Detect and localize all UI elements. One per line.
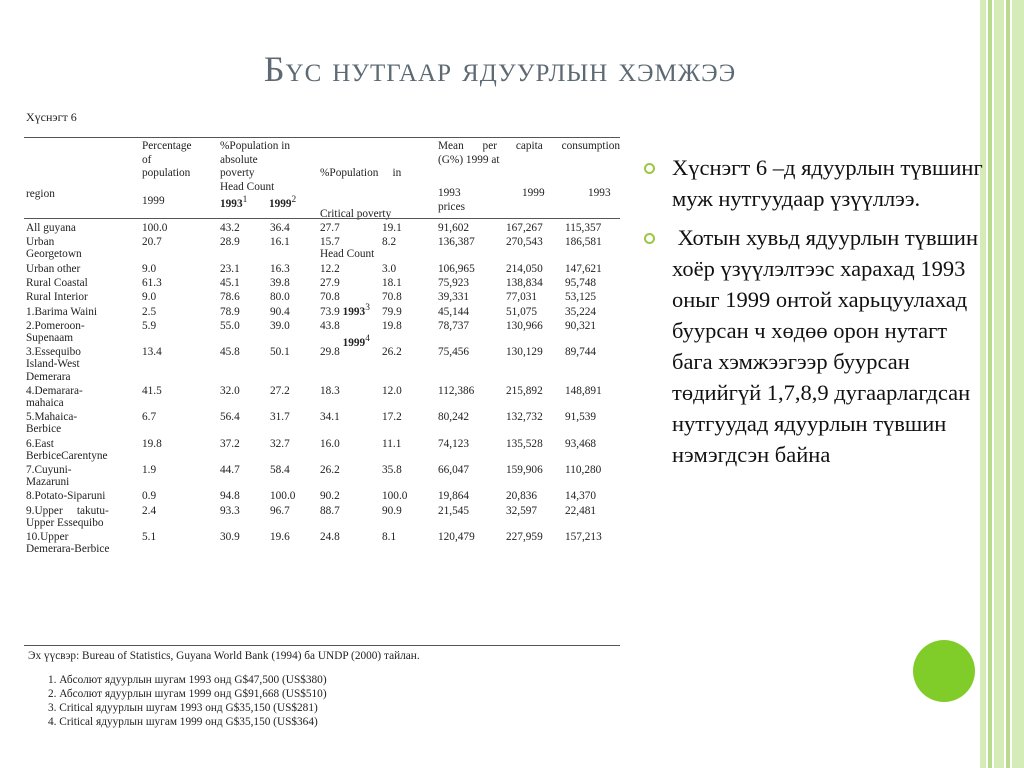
value-cell-pct: 5.1	[142, 531, 157, 544]
value-cell-a99: 80.0	[270, 291, 290, 304]
value-cell-a93: 37.2	[220, 437, 240, 450]
region-cell: 3.Essequibo	[26, 346, 81, 359]
value-cell-c93: 70.8	[320, 291, 340, 304]
value-cell-m1: 19,864	[438, 490, 470, 503]
value-cell-m3: 35,224	[565, 305, 597, 318]
value-cell-m2: 51,075	[506, 305, 538, 318]
header-mean-1993: 1993	[588, 187, 611, 199]
value-cell-a99: 39.8	[270, 277, 290, 289]
value-cell-m3: 93,468	[565, 437, 597, 450]
bullet-item	[644, 222, 984, 470]
value-cell-m1: 75,923	[438, 277, 470, 289]
region-cell: 1.Barima Waini	[26, 305, 98, 318]
header-mean-1993-prices	[438, 187, 465, 214]
value-cell-c93: 90.2	[320, 490, 340, 503]
header-absolute-line2: absolute	[220, 153, 258, 166]
value-cell-m3: 14,370	[565, 490, 597, 503]
header-abs-1993: 1993	[220, 197, 243, 210]
region-cell: Rural Coastal	[26, 277, 88, 289]
value-cell-a99: 58.4	[270, 464, 290, 476]
value-cell-pct: 6.7	[142, 411, 157, 424]
value-cell-m3: 147,621	[565, 262, 602, 275]
table-header-rule	[24, 218, 620, 219]
value-cell-c93: 29.8	[320, 346, 340, 359]
header-percentage-line1: Percentage	[142, 140, 192, 152]
header-crit-1999-note: 4	[365, 333, 370, 344]
region-cell: 6.East	[26, 437, 54, 450]
header-mean-sub1-line1: 1993	[438, 187, 461, 199]
value-cell-m2: 130,129	[506, 346, 543, 359]
table-note-4: 4. Critical ядуурлын шугам 1999 онд G$35,150 (US$364)	[48, 716, 318, 728]
header-abs-1999-note: 2	[291, 195, 297, 205]
header-critical-line2: Critical poverty	[320, 207, 392, 220]
value-cell-c93: 26.2	[320, 464, 340, 476]
value-cell-c93: 88.7	[320, 504, 340, 517]
header-critical-line3: Head Count	[320, 248, 375, 260]
region-cell: 7.Cuyuni-	[26, 464, 72, 476]
value-cell-c99: 8.2	[382, 236, 397, 249]
right-stripe-2	[988, 0, 992, 768]
region-cell: Urban other	[26, 262, 81, 275]
value-cell-pct: 2.4	[142, 504, 157, 517]
value-cell-c93: 34.1	[320, 411, 340, 424]
value-cell-m2: 77,031	[506, 291, 538, 304]
value-cell-m1: 39,331	[438, 291, 470, 304]
region-cell: Demerara	[26, 370, 71, 383]
value-cell-c99: 70.8	[382, 291, 402, 304]
value-cell-m3: 91,539	[565, 411, 597, 424]
value-cell-a93: 44.7	[220, 464, 240, 476]
region-cell: Mazaruni	[26, 476, 70, 489]
header-crit-1999: 1999	[342, 336, 366, 349]
table-caption: Хүснэгт 6	[26, 110, 77, 124]
value-cell-c99: 11.1	[382, 437, 402, 450]
header-absolute-line4: Head Count	[220, 180, 275, 193]
value-cell-a93: 94.8	[220, 490, 240, 503]
region-cell: 4.Demarara-	[26, 384, 83, 397]
value-cell-c93: 27.7	[320, 222, 340, 234]
value-cell-c93: 18.3	[320, 384, 340, 397]
value-cell-m2: 132,732	[506, 411, 543, 424]
value-cell-c93: 16.0	[320, 437, 340, 450]
right-stripe-5	[1012, 0, 1024, 768]
value-cell-m1: 45,144	[438, 305, 470, 318]
value-cell-a99: 16.1	[270, 236, 290, 249]
value-cell-pct: 1.9	[142, 464, 157, 476]
value-cell-m3: 89,744	[565, 346, 597, 359]
value-cell-c99: 3.0	[382, 262, 397, 275]
value-cell-m3: 90,321	[565, 319, 597, 332]
value-cell-m2: 32,597	[506, 504, 538, 517]
value-cell-m2: 138,834	[506, 277, 543, 289]
value-cell-a93: 30.9	[220, 531, 240, 544]
value-cell-m3: 186,581	[565, 236, 602, 249]
decorative-green-circle	[913, 640, 975, 702]
value-cell-m1: 66,047	[438, 464, 470, 476]
value-cell-a99: 27.2	[270, 384, 290, 397]
header-abs-1999: 1999	[268, 197, 292, 210]
value-cell-c99: 79.9	[382, 305, 402, 318]
header-mean-sub1-line2: prices	[438, 200, 465, 213]
header-percentage	[142, 140, 192, 208]
value-cell-pct: 9.0	[142, 291, 157, 304]
header-abs-1993-note: 1	[242, 195, 248, 205]
region-cell: Demerara-Berbice	[26, 543, 110, 556]
value-cell-m1: 75,456	[438, 346, 470, 359]
value-cell-a93: 32.0	[220, 384, 240, 397]
value-cell-c99: 90.9	[382, 504, 402, 517]
header-mean-line2: (G%) 1999 at	[438, 153, 500, 166]
value-cell-c99: 100.0	[382, 490, 408, 503]
region-cell: Rural Interior	[26, 291, 88, 304]
value-cell-a93: 45.1	[220, 277, 240, 289]
slide-title: Бүс нутгаар ядуурлын хэмжээ	[263, 49, 737, 89]
value-cell-m3: 115,357	[565, 222, 602, 234]
value-cell-c99: 35.8	[382, 464, 402, 476]
value-cell-a99: 100.0	[270, 490, 296, 503]
right-stripe-3	[994, 0, 1004, 768]
region-cell: 5.Mahaica-	[26, 411, 78, 424]
header-percentage-year: 1999	[142, 194, 165, 207]
table-source: Эх үүсвэр: Bureau of Statistics, Guyana World Bank (1994) ба UNDP (2000) тайлан.	[28, 650, 420, 662]
value-cell-m2: 135,528	[506, 437, 543, 450]
value-cell-a99: 19.6	[270, 531, 290, 544]
value-cell-c93: 73.9	[320, 305, 340, 318]
value-cell-a93: 28.9	[220, 236, 240, 249]
region-cell: Georgetown	[26, 248, 82, 261]
region-cell: Urban	[26, 236, 55, 249]
value-cell-c93: 15.7	[320, 236, 340, 249]
value-cell-m3: 53,125	[565, 291, 597, 304]
value-cell-c93: 12.2	[320, 262, 340, 275]
value-cell-c99: 19.1	[382, 222, 402, 234]
region-cell: 8.Potato-Siparuni	[26, 490, 106, 503]
value-cell-m1: 106,965	[438, 262, 475, 275]
value-cell-m3: 95,748	[565, 277, 597, 289]
value-cell-pct: 100.0	[142, 222, 168, 234]
value-cell-pct: 20.7	[142, 236, 162, 249]
value-cell-a93: 43.2	[220, 222, 240, 234]
value-cell-a93: 93.3	[220, 504, 240, 517]
value-cell-m2: 227,959	[506, 531, 543, 544]
value-cell-m2: 167,267	[506, 222, 543, 234]
region-cell: Island-West	[26, 358, 80, 371]
value-cell-a99: 32.7	[270, 437, 290, 450]
region-cell: Upper Essequibo	[26, 516, 104, 529]
poverty-table	[24, 108, 624, 748]
value-cell-c99: 8.1	[382, 531, 397, 544]
header-mean-1999: 1999	[522, 187, 545, 199]
bullet-list	[644, 152, 984, 478]
value-cell-c99: 17.2	[382, 411, 402, 424]
value-cell-m1: 80,242	[438, 411, 470, 424]
value-cell-m3: 110,280	[565, 464, 602, 476]
bullet-text: Хотын хувьд ядуурлын түвшин хоёр үзүүлэлтээс харахад 1993 оныг 1999 онтой харьцуулахад буурсан ч хөдөө орон нутагт бага хэмжээгээр буурсан төдийгүй 1,7,8,9 дугаарлагдсан нутгуудад ядуурлын түвшин нэмэгдсэн байна	[672, 225, 984, 467]
table-note-1: 1. Абсолют ядуурлын шугам 1993 онд G$47,500 (US$380)	[48, 674, 327, 686]
value-cell-a93: 45.8	[220, 346, 240, 359]
header-region: region	[26, 188, 55, 200]
bullet-marker-icon	[644, 233, 655, 244]
value-cell-m3: 148,891	[565, 384, 602, 397]
table-bottom-rule	[24, 645, 620, 646]
region-cell: Supenaam	[26, 332, 74, 344]
bullet-marker-icon	[644, 163, 655, 174]
value-cell-m2: 20,836	[506, 490, 538, 503]
value-cell-m2: 214,050	[506, 262, 543, 275]
header-mean-consumption	[438, 140, 620, 167]
region-cell: BerbiceCarentyne	[26, 449, 108, 462]
value-cell-c99: 26.2	[382, 346, 402, 359]
value-cell-a99: 96.7	[270, 504, 290, 517]
right-stripe-4	[1006, 0, 1010, 768]
value-cell-c99: 12.0	[382, 384, 402, 397]
bullet-item	[644, 152, 984, 214]
value-cell-m2: 130,966	[506, 319, 543, 332]
value-cell-a99: 36.4	[270, 222, 290, 234]
region-cell: 10.Upper	[26, 531, 69, 544]
value-cell-m1: 120,479	[438, 531, 475, 544]
table-top-rule	[24, 137, 620, 138]
value-cell-a99: 31.7	[270, 411, 290, 424]
value-cell-m1: 78,737	[438, 319, 470, 332]
value-cell-m2: 215,892	[506, 384, 543, 397]
header-absolute-poverty	[220, 140, 296, 211]
value-cell-m1: 136,387	[438, 236, 475, 249]
value-cell-m3: 22,481	[565, 504, 597, 517]
table-note-2: 2. Абсолют ядуурлын шугам 1999 онд G$91,668 (US$510)	[48, 688, 327, 700]
header-absolute-years	[220, 194, 296, 211]
value-cell-m3: 157,213	[565, 531, 602, 544]
region-cell: 9.Upper takutu-	[26, 504, 109, 517]
region-cell: 2.Pomeroon-	[26, 319, 85, 332]
value-cell-m2: 270,543	[506, 236, 543, 249]
header-crit-1993: 1993	[342, 305, 366, 318]
value-cell-pct: 2.5	[142, 305, 157, 318]
bullet-text: Хүснэгт 6 –д ядуурлын түвшинг муж нутгуудаар үзүүллээ.	[672, 155, 983, 211]
header-absolute-line1: %Population in	[220, 140, 290, 152]
value-cell-pct: 41.5	[142, 384, 162, 397]
value-cell-a99: 90.4	[270, 305, 290, 318]
value-cell-a99: 16.3	[270, 262, 290, 275]
value-cell-pct: 19.8	[142, 437, 162, 450]
value-cell-m1: 74,123	[438, 437, 470, 450]
value-cell-pct: 0.9	[142, 490, 157, 503]
value-cell-a93: 56.4	[220, 411, 240, 424]
value-cell-c99: 18.1	[382, 277, 402, 289]
value-cell-pct: 13.4	[142, 346, 162, 359]
header-percentage-line2: of	[142, 153, 152, 166]
region-cell: All guyana	[26, 222, 76, 234]
value-cell-a93: 78.6	[220, 291, 240, 304]
region-cell: mahaica	[26, 396, 64, 409]
value-cell-a99: 50.1	[270, 346, 290, 359]
header-crit-1993-note: 3	[365, 303, 370, 313]
value-cell-pct: 61.3	[142, 277, 162, 289]
table-note-3: 3. Critical ядуурлын шугам 1993 онд G$35,150 (US$281)	[48, 702, 318, 714]
header-critical-line1: %Population in	[320, 167, 402, 179]
value-cell-m1: 91,602	[438, 222, 470, 234]
value-cell-m1: 21,545	[438, 504, 470, 517]
value-cell-m1: 112,386	[438, 384, 475, 397]
value-cell-a93: 55.0	[220, 319, 240, 332]
value-cell-c93: 27.9	[320, 277, 340, 289]
value-cell-c99: 19.8	[382, 319, 402, 332]
value-cell-a99: 39.0	[270, 319, 290, 332]
value-cell-pct: 5.9	[142, 319, 157, 332]
header-absolute-line3: poverty	[220, 167, 255, 179]
value-cell-a93: 78.9	[220, 305, 240, 318]
header-percentage-line3: population	[142, 167, 191, 179]
region-cell: Berbice	[26, 423, 62, 436]
value-cell-m2: 159,906	[506, 464, 543, 476]
value-cell-c93: 24.8	[320, 531, 340, 544]
header-mean-line1: Mean per capita consumption	[438, 140, 620, 152]
value-cell-c93: 43.8	[320, 319, 340, 332]
value-cell-pct: 9.0	[142, 262, 157, 275]
value-cell-a93: 23.1	[220, 262, 240, 275]
